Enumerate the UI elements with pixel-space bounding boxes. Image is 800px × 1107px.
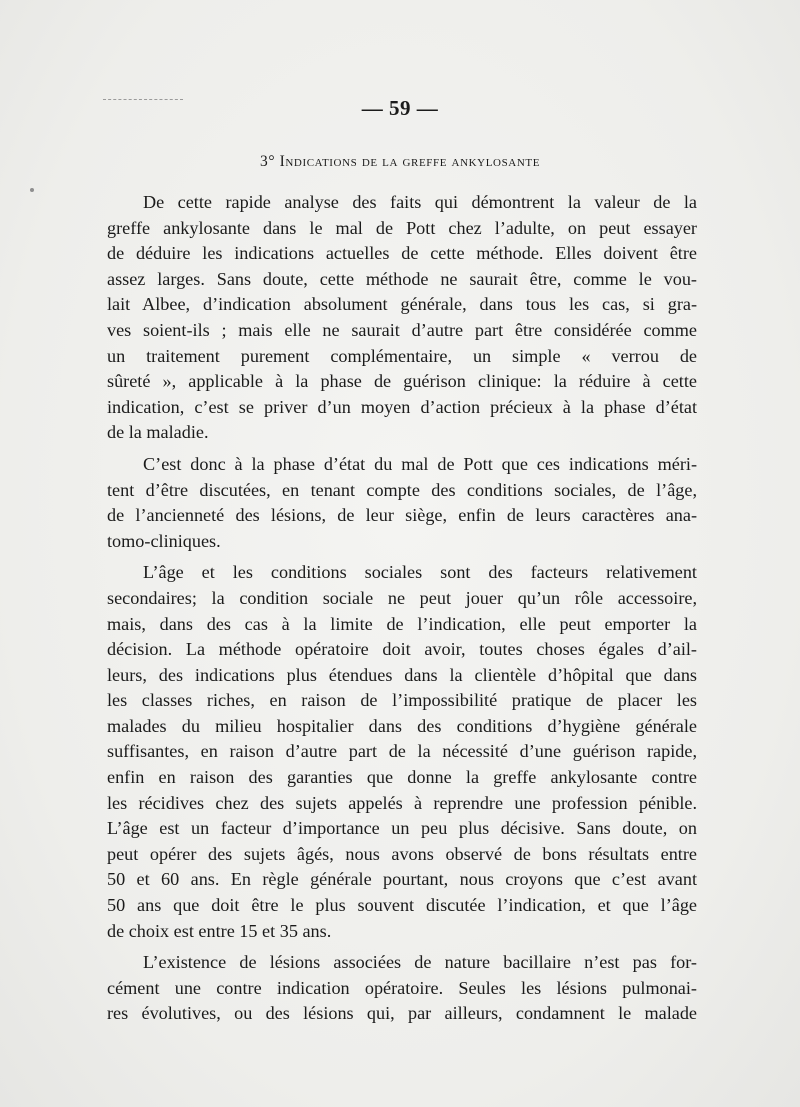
text-line: tomo-cliniques. — [107, 530, 221, 551]
text-line: res évolutives, ou des lésions qui, par ailleurs, condamnent le malade — [107, 1003, 697, 1024]
text-line: sûreté », applicable à la phase de guérison clinique: la réduire à cette — [107, 371, 697, 392]
text-line: les récidives chez des sujets appelés à reprendre une profession pénible. — [107, 792, 697, 813]
paragraph — [107, 950, 697, 1027]
text-line: cément une contre indication opératoire. Seules les lésions pulmonai- — [107, 977, 697, 998]
text-line: secondaires; la condition sociale ne peut jouer qu’un rôle accessoire, — [107, 587, 697, 608]
text-line: De cette rapide analyse des faits qui démontrent la valeur de la — [143, 192, 697, 212]
text-line: les classes riches, en raison de l’impossibilité pratique de placer les — [107, 690, 697, 711]
margin-speck — [30, 188, 34, 192]
text-line: un traitement purement complémentaire, un simple « verrou de — [107, 345, 697, 366]
text-line: greffe ankylosante dans le mal de Pott chez l’adulte, on peut essayer — [107, 217, 697, 238]
text-line: de déduire les indications actuelles de cette méthode. Elles doivent être — [107, 243, 697, 264]
text-line: 50 ans que doit être le plus souvent discutée l’indication, et que l’âge — [107, 895, 697, 916]
text-line: suffisantes, en raison d’autre part de la nécessité d’une guérison rapide, — [107, 741, 697, 762]
text-line: décision. La méthode opératoire doit avoir, toutes choses égales d’ail- — [107, 639, 697, 660]
text-line: peut opérer des sujets âgés, nous avons observé de bons résultats entre — [107, 843, 697, 864]
text-line: enfin en raison des garanties que donne la greffe ankylosante contre — [107, 767, 697, 788]
text-line: malades du milieu hospitalier dans des conditions d’hygiène générale — [107, 715, 697, 736]
text-line: assez larges. Sans doute, cette méthode ne saurait être, comme le vou- — [107, 268, 697, 289]
text-line: de l’ancienneté des lésions, de leur siège, enfin de leurs caractères ana- — [107, 505, 697, 526]
text-line: L’existence de lésions associées de nature bacillaire n’est pas for- — [143, 952, 697, 973]
text-line: mais, dans des cas à la limite de l’indication, elle peut emporter la — [107, 613, 697, 634]
text-line: indication, c’est se priver d’un moyen d’action précieux à la phase d’état — [107, 396, 697, 417]
text-line: L’âge et les conditions sociales sont des facteurs relativement — [143, 562, 697, 583]
page-number: — 59 — — [361, 96, 439, 120]
text-line: leurs, des indications plus étendues dans la clientèle d’hôpital que dans — [107, 664, 697, 685]
text-line: ves soient-ils ; mais elle ne saurait d’autre part être considérée comme — [107, 319, 697, 340]
text-line: 50 et 60 ans. En règle générale pourtant, nous croyons que c’est avant — [107, 869, 697, 890]
paragraph — [107, 452, 697, 554]
paragraph — [107, 560, 697, 944]
text-line: de choix est entre 15 et 35 ans. — [107, 920, 332, 941]
body-text — [107, 190, 697, 1027]
paragraph — [107, 190, 697, 446]
text-line: L’âge est un facteur d’importance un peu plus décisive. Sans doute, on — [107, 818, 697, 839]
text-line: lait Albee, d’indication absolument générale, dans tous les cas, si gra- — [107, 294, 697, 315]
section-title: 3° Indications de la greffe ankylosante — [259, 153, 541, 170]
text-line: tent d’être discutées, en tenant compte des conditions sociales, de l’âge, — [107, 479, 697, 500]
text-line: de la maladie. — [107, 422, 209, 443]
text-line: C’est donc à la phase d’état du mal de Pott que ces indications méri- — [143, 453, 697, 474]
